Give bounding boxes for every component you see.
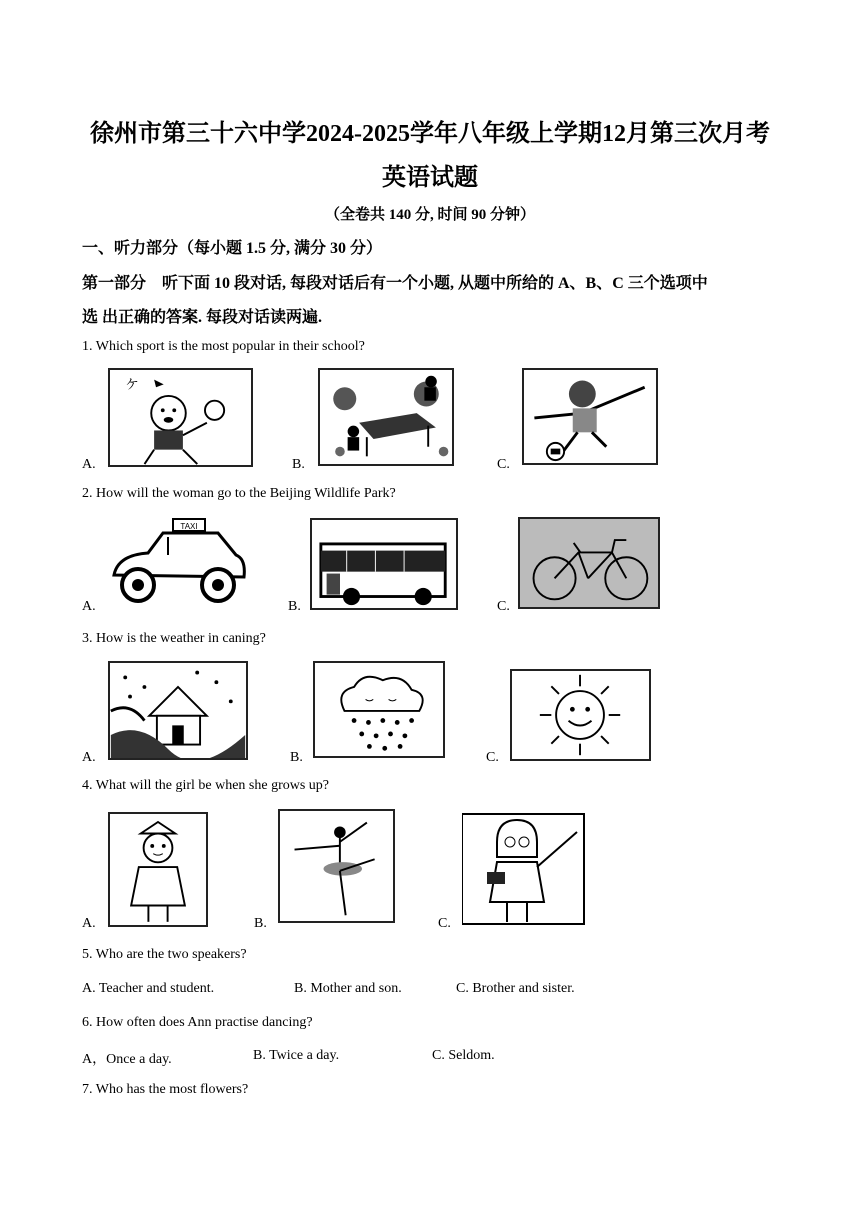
question-6: 6. How often does Ann practise dancing? [82, 1015, 313, 1030]
ballet-dancer-image [278, 809, 395, 923]
q4-option-a: A. [82, 916, 96, 931]
taxi-sign-text: TAXI [180, 522, 198, 531]
q6-option-c: C. Seldom. [432, 1048, 495, 1063]
q3-option-b: B. [290, 750, 303, 765]
instruction-line2: 选 出正确的答案. 每段对话读两遍. [82, 309, 323, 326]
q1-option-b: B. [292, 457, 305, 472]
snowy-house-image [108, 661, 248, 760]
table-tennis-players-image [318, 368, 454, 466]
bus-image [310, 518, 458, 610]
q3-option-a: A. [82, 750, 96, 765]
bicycle-image [518, 517, 660, 609]
q2-option-b: B. [288, 599, 301, 614]
svg-text:ケ: ケ [125, 377, 139, 393]
teacher-image [462, 812, 586, 928]
q2-option-c: C. [497, 599, 510, 614]
q1-option-a: A. [82, 457, 96, 472]
q5-option-a: A. Teacher and student. [82, 981, 215, 996]
q4-option-c: C. [438, 916, 451, 931]
badminton-player-image [108, 368, 253, 467]
question-1: 1. Which sport is the most popular in their school? [82, 339, 365, 354]
q6-option-a: A，Once a day. [82, 1052, 172, 1067]
q3-option-c: C. [486, 750, 499, 765]
q5-option-c: C. Brother and sister. [456, 981, 575, 996]
q2-option-a: A. [82, 599, 96, 614]
question-2: 2. How will the woman go to the Beijing Wildlife Park? [82, 486, 396, 501]
soccer-player-image [522, 368, 658, 465]
instruction-line1: 第一部分 听下面 10 段对话, 每段对话后有一个小题, 从题中所给的 A、B、C 三个选项中 [82, 275, 708, 292]
question-3: 3. How is the weather in caning? [82, 631, 266, 646]
question-5: 5. Who are the two speakers? [82, 947, 247, 962]
rain-cloud-image [313, 661, 445, 758]
nurse-image [108, 812, 208, 927]
q1-option-c: C. [497, 457, 510, 472]
q4-option-b: B. [254, 916, 267, 931]
smiling-sun-image [510, 669, 651, 761]
q5-option-b: B. Mother and son. [294, 981, 402, 996]
section-heading: 一、听力部分（每小题 1.5 分, 满分 30 分） [82, 240, 383, 257]
question-4: 4. What will the girl be when she grows up? [82, 778, 330, 793]
exam-title-line2: 英语试题 [382, 165, 478, 191]
question-7: 7. Who has the most flowers? [82, 1082, 249, 1097]
exam-title-line1: 徐州市第三十六中学2024-2025学年八年级上学期12月第三次月考 [90, 121, 770, 147]
exam-info: （全卷共 140 分, 时间 90 分钟） [324, 207, 535, 223]
taxi-image [108, 515, 248, 610]
q6-option-b: B. Twice a day. [253, 1048, 340, 1063]
